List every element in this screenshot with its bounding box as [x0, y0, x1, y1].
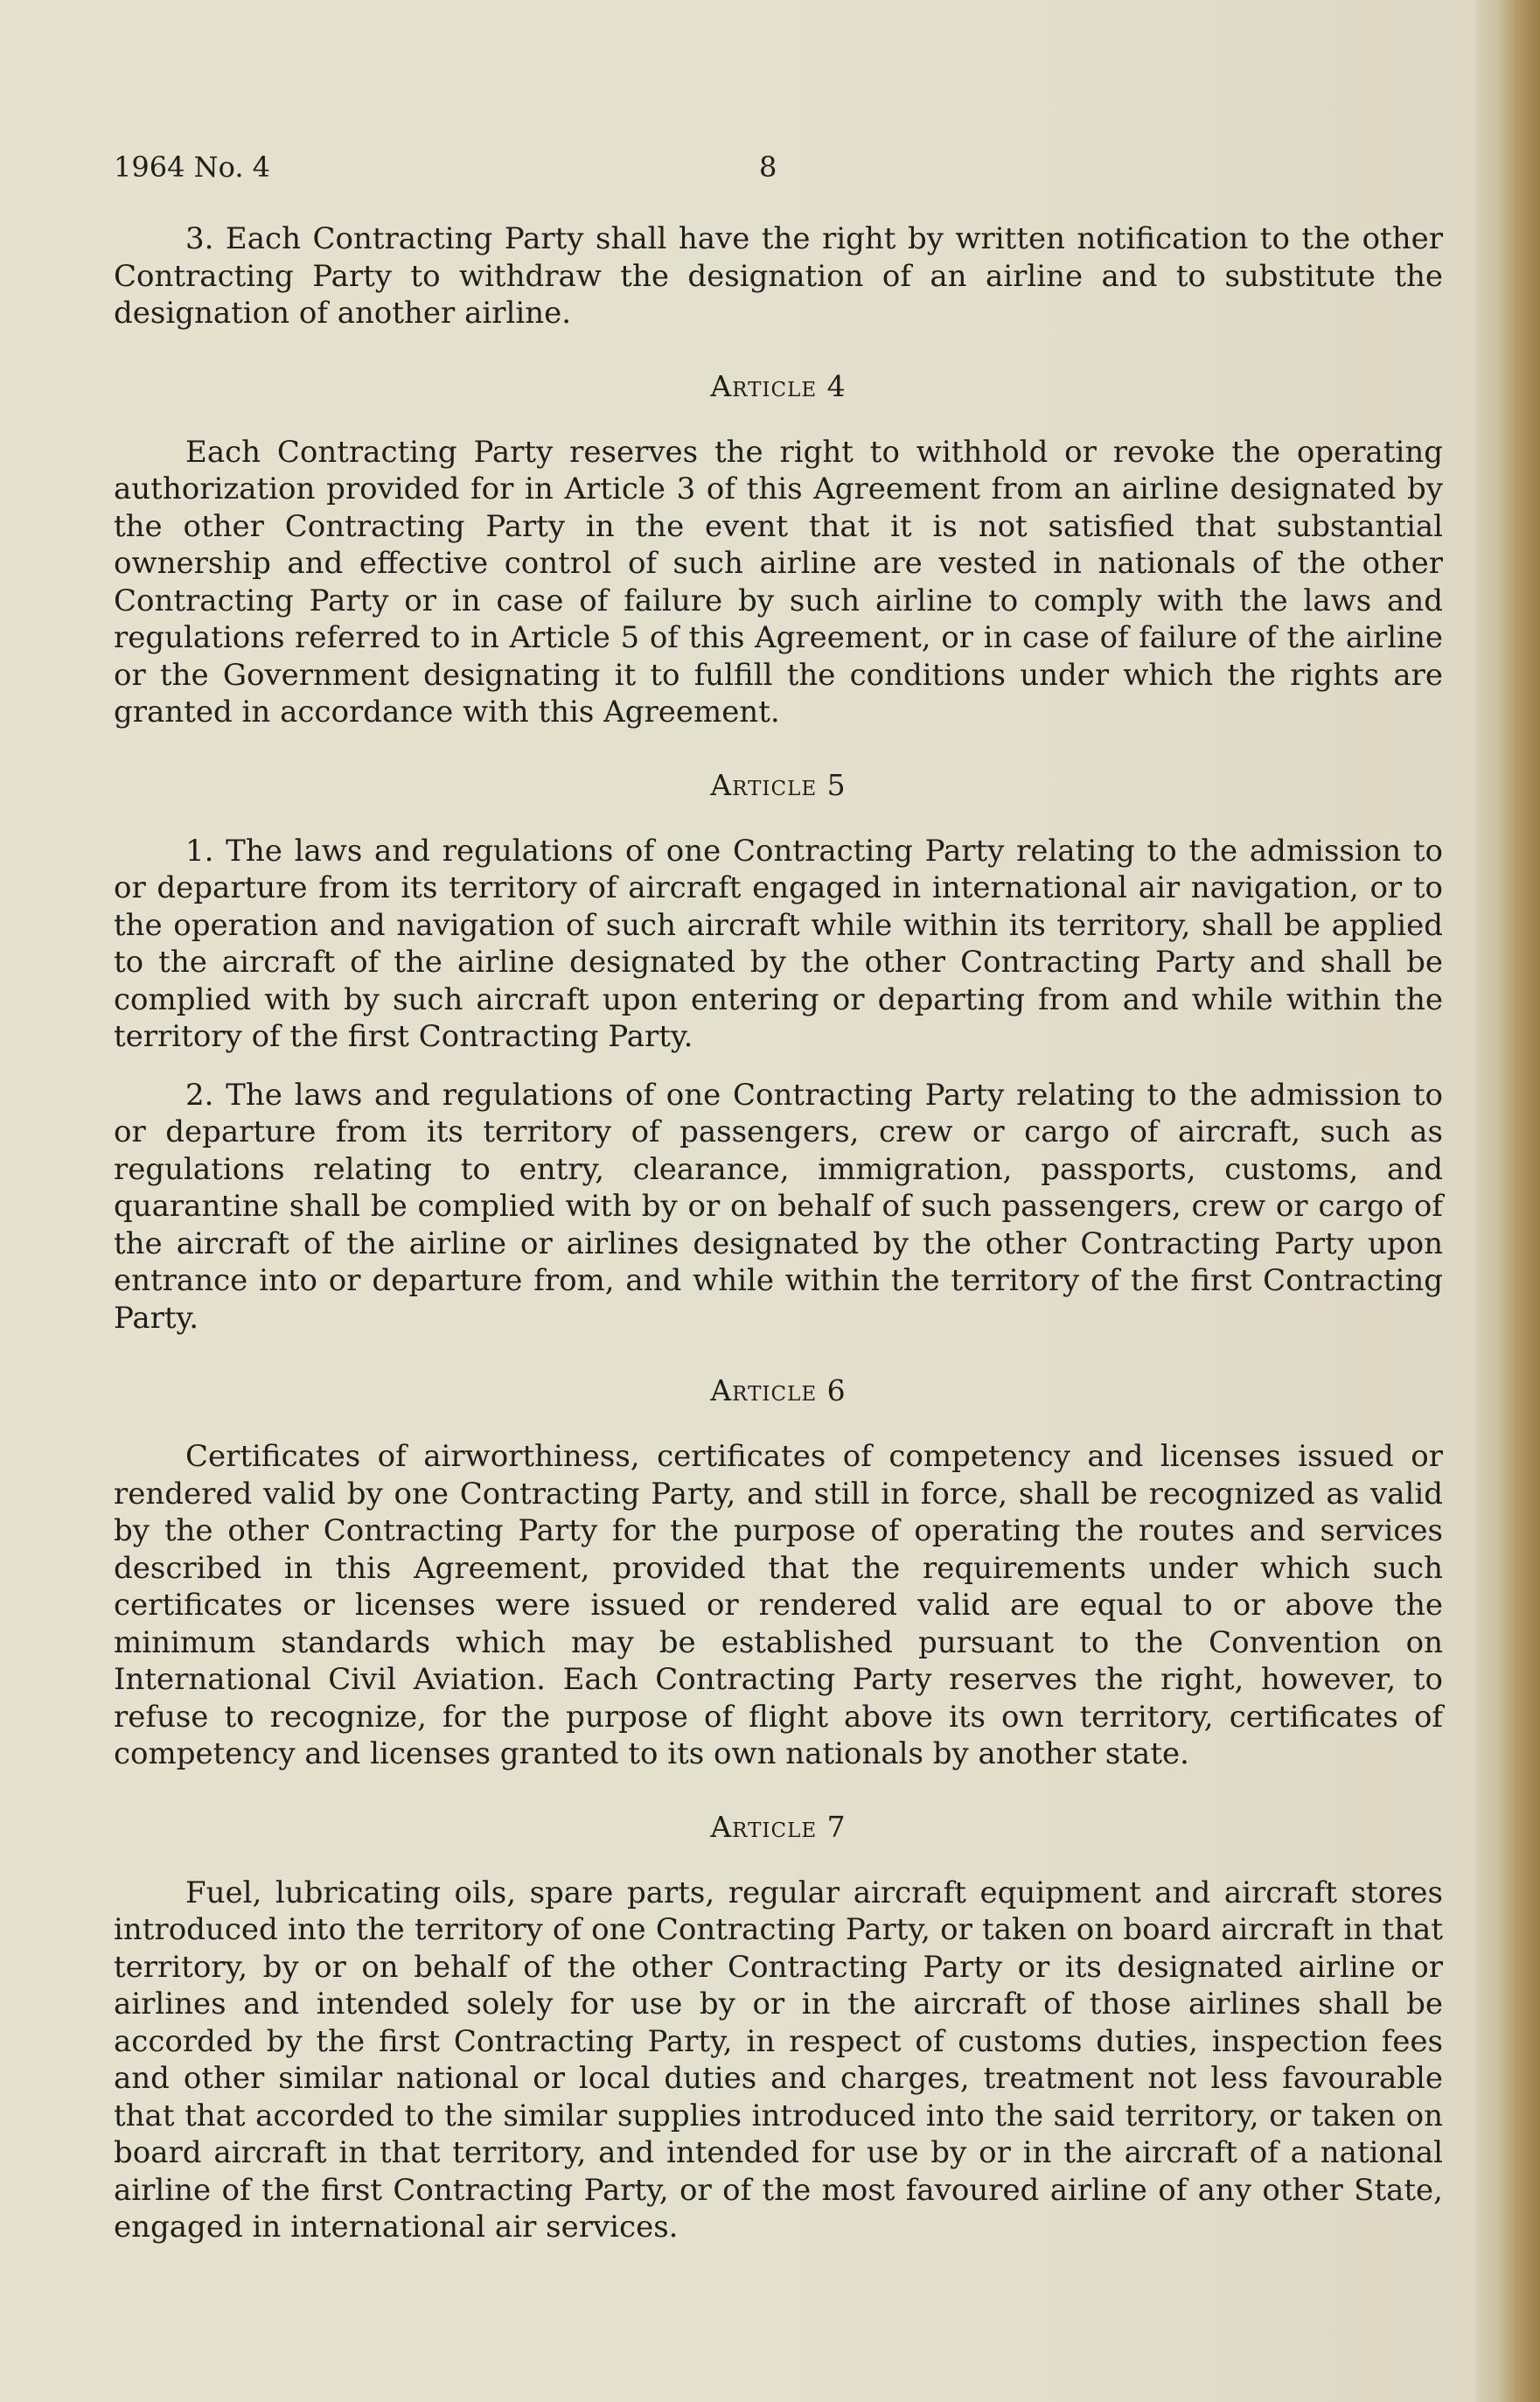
article-3-paragraph-3: 3. Each Contracting Party shall have the right by written notification to the other Contracting Party to withdraw the designation of an airline and to substitute the designation of another airline. [114, 221, 1443, 331]
article-5-paragraph-1: 1. The laws and regulations of one Contracting Party relating to the admission to or departure from its territory of aircraft engaged in international air navigation, or to the operation and navigation of such aircraft while within its territory, shall be applied to the aircraft of the airline designated by the other Contracting Party and shall be complied with by such aircraft upon entering or departing from and while within the territory of the first Contracting Party. [114, 833, 1443, 1054]
article-5-paragraph-2: 2. The laws and regulations of one Contracting Party relating to the admission to or departure from its territory of passengers, crew or cargo of aircraft, such as regulations relating to entry, clearance, immigration, passports, customs, and quarantine shall be complied with by or on behalf of such passengers, crew or cargo of the aircraft of the airline or airlines designated by the other Contracting Party upon entrance into or departure from, and while within the territory of the first Contracting Party. [114, 1077, 1443, 1336]
header-publication-number: 1964 No. 4 [114, 150, 271, 184]
article-5-heading: Article 5 [710, 767, 847, 802]
article-4-heading: Article 4 [710, 368, 847, 403]
article-4-paragraph: Each Contracting Party reserves the right to withhold or revoke the operating authorization provided for in Article 3 of this Agreement from an airline designated by the other Contracting Party in the event that it is not satisfied that substantial ownership and effective control of such airline are vested in nationals of the other Contracting Party or in case of failure by such airline to comply with the laws and regulations referred to in Article 5 of this Agreement, or in case of failure of the airline or the Government designating it to fulfill the conditions under which the rights are granted in accordance with this Agreement. [114, 434, 1443, 730]
document-body [114, 220, 1443, 2246]
page-header [114, 150, 1452, 189]
article-6-paragraph: Certificates of airworthiness, certificates of competency and licenses issued or rendered valid by one Contracting Party, and still in force, shall be recognized as valid by the other Contracting Party for the purpose of operating the routes and services described in this Agreement, provided that the requirements under which such certificates or licenses were issued or rendered valid are equal to or above the minimum standards which may be established pursuant to the Convention on International Civil Aviation. Each Contracting Party reserves the right, however, to refuse to recognize, for the purpose of flight above its own territory, certificates of competency and licenses granted to its own nationals by another state. [114, 1439, 1443, 1771]
page-binding-edge [1475, 0, 1540, 2402]
article-7-heading: Article 7 [710, 1809, 847, 1844]
header-page-number: 8 [759, 150, 777, 184]
article-6-heading: Article 6 [710, 1373, 847, 1407]
article-7-paragraph: Fuel, lubricating oils, spare parts, regular aircraft equipment and aircraft stores introduced into the territory of one Contracting Party, or taken on board aircraft in that territory, by or on behalf of the other Contracting Party or its designated airline or airlines and intended solely for use by or in the aircraft of those airlines shall be accorded by the first Contracting Party, in respect of customs duties, inspection fees and other similar national or local duties and charges, treatment not less favourable that that accorded to the similar supplies introduced into the said territory, or taken on board aircraft in that territory, and intended for use by or in the aircraft of a national airline of the first Contracting Party, or of the most favoured airline of any other State, engaged in international air services. [114, 1875, 1443, 2245]
